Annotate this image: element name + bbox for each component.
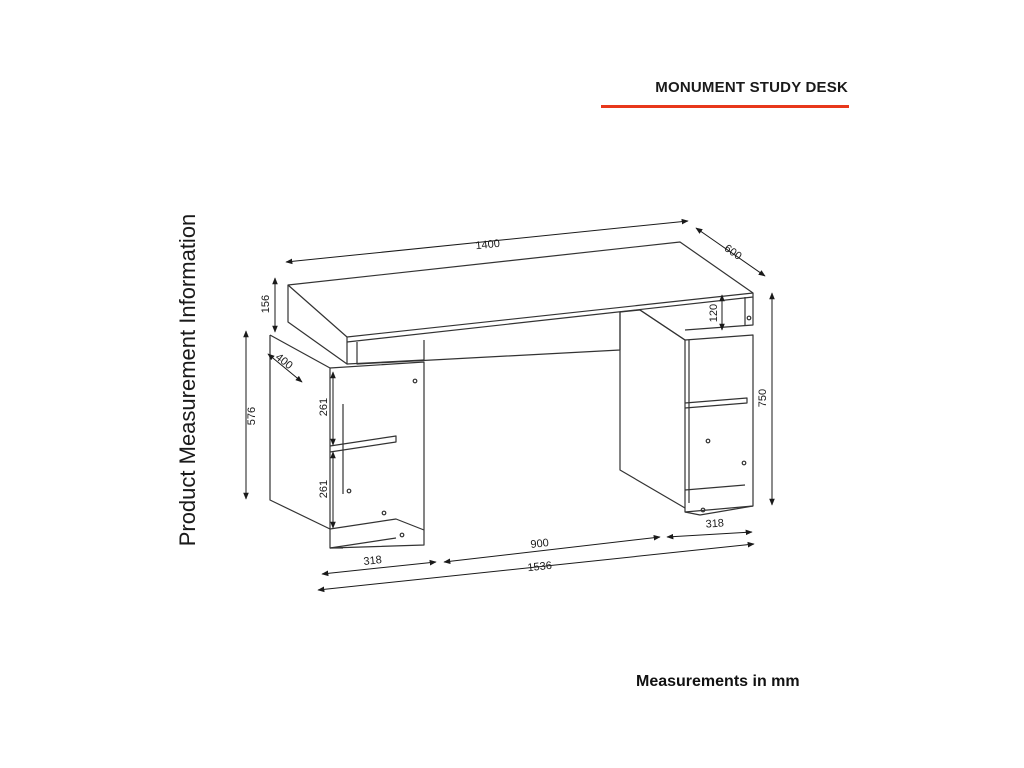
dim-top-shelf-height: 156 <box>260 294 272 314</box>
dim-line-right-base <box>667 532 752 537</box>
desk-outline <box>270 242 753 548</box>
dim-left-shelf-upper: 261 <box>318 397 330 417</box>
dim-depth: 600 <box>721 242 744 263</box>
page-title: MONUMENT STUDY DESK <box>655 79 848 96</box>
dim-top-width: 1400 <box>474 237 501 253</box>
dim-left-unit-depth: 400 <box>272 351 295 373</box>
dim-leg-gap: 900 <box>529 537 550 551</box>
dim-total-width: 1536 <box>526 559 553 575</box>
dim-left-base-width: 318 <box>362 554 383 568</box>
measurement-units-note: Measurements in mm <box>636 673 800 690</box>
side-label: Product Measurement Information <box>175 213 200 547</box>
dim-total-height: 750 <box>757 388 769 408</box>
dim-line-leg-gap <box>444 537 660 562</box>
dim-right-shelf-gap: 120 <box>708 303 720 323</box>
dim-left-shelf-lower: 261 <box>318 479 330 499</box>
dim-right-base-width: 318 <box>705 517 725 531</box>
dim-left-unit-height: 576 <box>246 406 258 426</box>
